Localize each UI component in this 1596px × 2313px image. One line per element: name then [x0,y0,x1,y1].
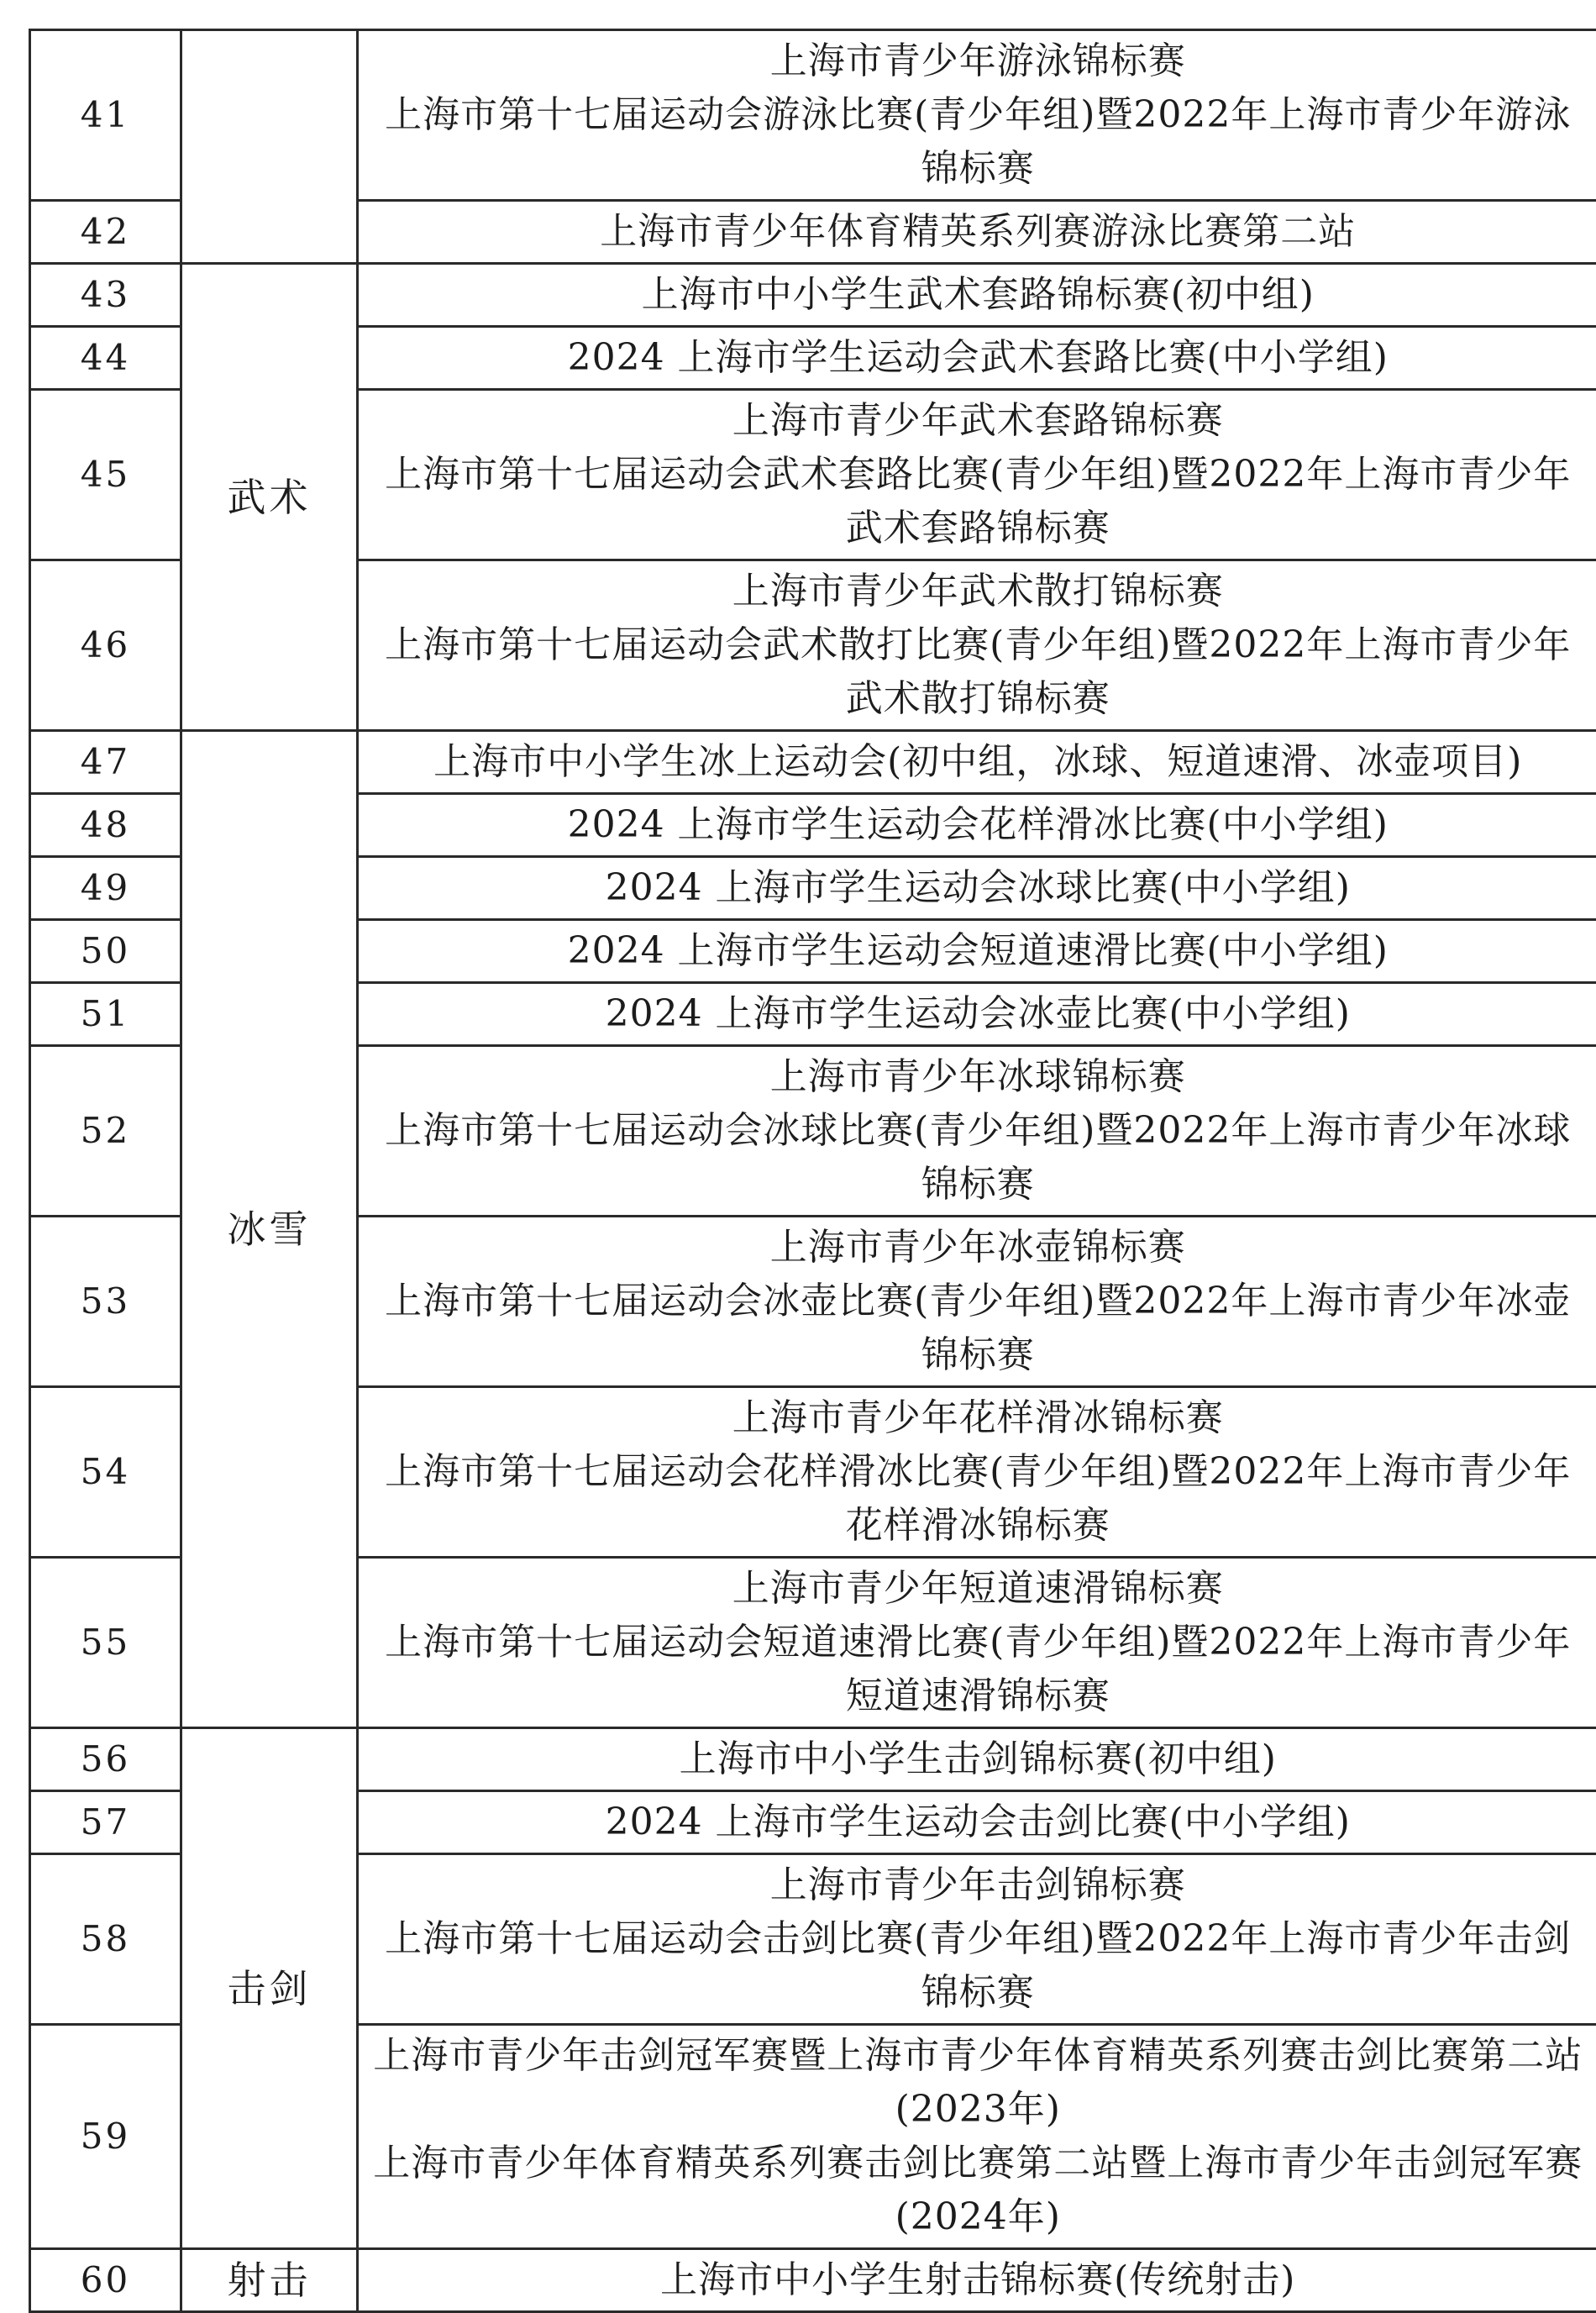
row-number: 48 [30,794,181,857]
event-name-line: 上海市第十七届运动会武术散打比赛(青少年组)暨2022年上海市青少年武术散打锦标赛 [370,618,1586,726]
event-name-line: 2024 上海市学生运动会冰壶比赛(中小学组) [370,987,1586,1041]
row-number: 54 [30,1387,181,1558]
row-number: 42 [30,201,181,264]
event-name-cell [358,1728,1596,1791]
event-name-line: 上海市青少年冰壶锦标赛 [370,1221,1586,1275]
row-number: 51 [30,983,181,1046]
row-number: 44 [30,327,181,390]
event-name-cell [358,30,1596,201]
event-name-line: 上海市第十七届运动会武术套路比赛(青少年组)暨2022年上海市青少年武术套路锦标赛 [370,448,1586,555]
category-cell [181,264,358,731]
event-name-cell [358,201,1596,264]
event-name-line: 上海市第十七届运动会冰球比赛(青少年组)暨2022年上海市青少年冰球锦标赛 [370,1104,1586,1212]
event-name-line: 上海市中小学生冰上运动会(初中组，冰球、短道速滑、冰壶项目) [370,735,1586,789]
event-name-line: 上海市青少年击剑冠军赛暨上海市青少年体育精英系列赛击剑比赛第二站(2023年) [370,2029,1586,2137]
category-label: 武术 [228,470,312,524]
event-name-line: 上海市青少年花样滑冰锦标赛 [370,1391,1586,1445]
row-number: 59 [30,2025,181,2249]
event-name-line: 上海市第十七届运动会游泳比赛(青少年组)暨2022年上海市青少年游泳锦标赛 [370,88,1586,196]
event-name-line: 2024 上海市学生运动会武术套路比赛(中小学组) [370,331,1586,385]
event-name-line: 上海市青少年短道速滑锦标赛 [370,1562,1586,1616]
row-number: 46 [30,560,181,731]
row-number: 45 [30,390,181,560]
event-name-line: 上海市青少年击剑锦标赛 [370,1858,1586,1912]
event-name-cell [358,2249,1596,2312]
event-name-cell [358,327,1596,390]
event-name-cell [358,264,1596,327]
category-cell [181,731,358,1728]
event-table [29,29,1596,2313]
table-row [30,731,1596,794]
category-label: 射击 [228,2253,312,2307]
event-name-line: 2024 上海市学生运动会击剑比赛(中小学组) [370,1795,1586,1849]
event-name-cell [358,560,1596,731]
row-number: 57 [30,1791,181,1854]
event-name-line: 上海市青少年体育精英系列赛游泳比赛第二站 [370,205,1586,259]
event-name-cell [358,731,1596,794]
event-name-cell [358,390,1596,560]
table-row [30,30,1596,201]
event-name-cell [358,794,1596,857]
event-name-line: 上海市中小学生武术套路锦标赛(初中组) [370,268,1586,322]
event-name-line: 上海市中小学生射击锦标赛(传统射击) [370,2253,1586,2307]
category-cell [181,30,358,264]
event-name-cell [358,1854,1596,2025]
event-name-line: 2024 上海市学生运动会冰球比赛(中小学组) [370,861,1586,915]
event-name-line: 上海市青少年冰球锦标赛 [370,1050,1586,1104]
category-label: 冰雪 [228,1202,312,1256]
row-number: 60 [30,2249,181,2312]
event-name-cell [358,1387,1596,1558]
event-name-line: 2024 上海市学生运动会花样滑冰比赛(中小学组) [370,798,1586,852]
event-name-line: 上海市第十七届运动会击剑比赛(青少年组)暨2022年上海市青少年击剑锦标赛 [370,1912,1586,2020]
row-number: 52 [30,1046,181,1217]
table-row [30,1728,1596,1791]
row-number: 43 [30,264,181,327]
row-number: 53 [30,1217,181,1387]
event-name-line: 上海市第十七届运动会短道速滑比赛(青少年组)暨2022年上海市青少年短道速滑锦标赛 [370,1616,1586,1723]
row-number: 56 [30,1728,181,1791]
event-name-line: 2024 上海市学生运动会短道速滑比赛(中小学组) [370,924,1586,978]
table-row [30,264,1596,327]
event-name-cell [358,920,1596,983]
category-cell [181,2249,358,2312]
row-number: 50 [30,920,181,983]
event-name-line: 上海市中小学生击剑锦标赛(初中组) [370,1732,1586,1786]
row-number: 58 [30,1854,181,2025]
event-name-cell [358,1046,1596,1217]
table-row [30,2249,1596,2312]
category-label: 击剑 [228,1962,312,2016]
row-number: 41 [30,30,181,201]
event-name-cell [358,2025,1596,2249]
row-number: 49 [30,857,181,920]
event-name-line: 上海市青少年游泳锦标赛 [370,34,1586,88]
event-name-line: 上海市第十七届运动会冰壶比赛(青少年组)暨2022年上海市青少年冰壶锦标赛 [370,1275,1586,1382]
row-number: 47 [30,731,181,794]
event-name-cell [358,1791,1596,1854]
event-name-cell [358,1558,1596,1728]
event-name-line: 上海市青少年体育精英系列赛击剑比赛第二站暨上海市青少年击剑冠军赛(2024年) [370,2137,1586,2244]
row-number: 55 [30,1558,181,1728]
event-name-cell [358,857,1596,920]
event-name-cell [358,983,1596,1046]
event-name-line: 上海市青少年武术套路锦标赛 [370,394,1586,448]
category-cell [181,1728,358,2249]
event-name-line: 上海市第十七届运动会花样滑冰比赛(青少年组)暨2022年上海市青少年花样滑冰锦标赛 [370,1445,1586,1553]
event-name-cell [358,1217,1596,1387]
event-name-line: 上海市青少年武术散打锦标赛 [370,565,1586,618]
